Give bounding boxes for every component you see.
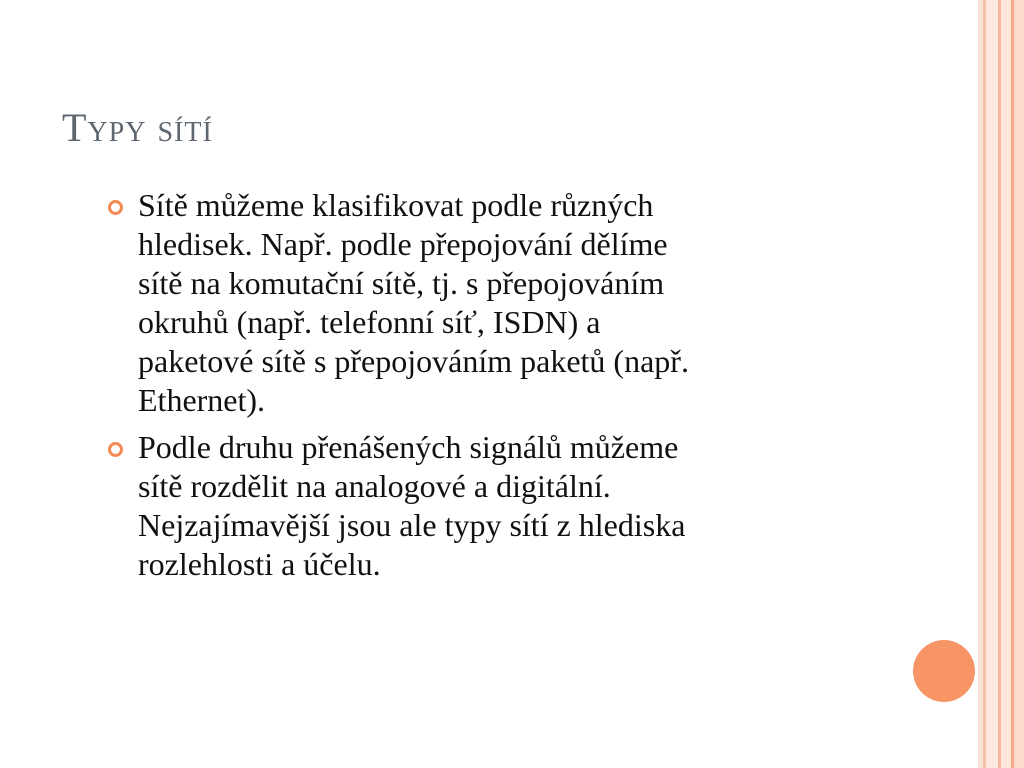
stripe (1001, 0, 1011, 768)
bullet-line: Nejzajímavější jsou ale typy sítí z hlediska (138, 507, 686, 543)
right-edge-stripes (978, 0, 1024, 768)
bullet-line: Podle druhu přenášených signálů můžeme (138, 429, 679, 465)
bullet-line: Ethernet). (138, 382, 266, 418)
bullet-line: rozlehlosti a účelu. (138, 546, 381, 582)
stripe (986, 0, 998, 768)
bullet-line: okruhů (např. telefonní síť, ISDN) a (138, 304, 601, 340)
orange-ring-bullet-icon (108, 442, 123, 457)
bullet-line: paketové sítě s přepojováním paketů (např. (138, 343, 689, 379)
orange-circle-icon (913, 640, 975, 702)
bullet-line: Sítě můžeme klasifikovat podle různých (138, 187, 654, 223)
bullet-line: sítě na komutační sítě, tj. s přepojováním (138, 265, 665, 301)
orange-ring-bullet-icon (108, 200, 123, 215)
bullet-item (104, 186, 904, 420)
bullet-line: sítě rozdělit na analogové a digitální. (138, 468, 611, 504)
bullet-item (104, 428, 904, 584)
bullet-list (104, 186, 904, 592)
stripe (1014, 0, 1024, 768)
slide-title: Typy sítí (62, 105, 213, 150)
bullet-line: hledisek. Např. podle přepojování dělíme (138, 226, 668, 262)
